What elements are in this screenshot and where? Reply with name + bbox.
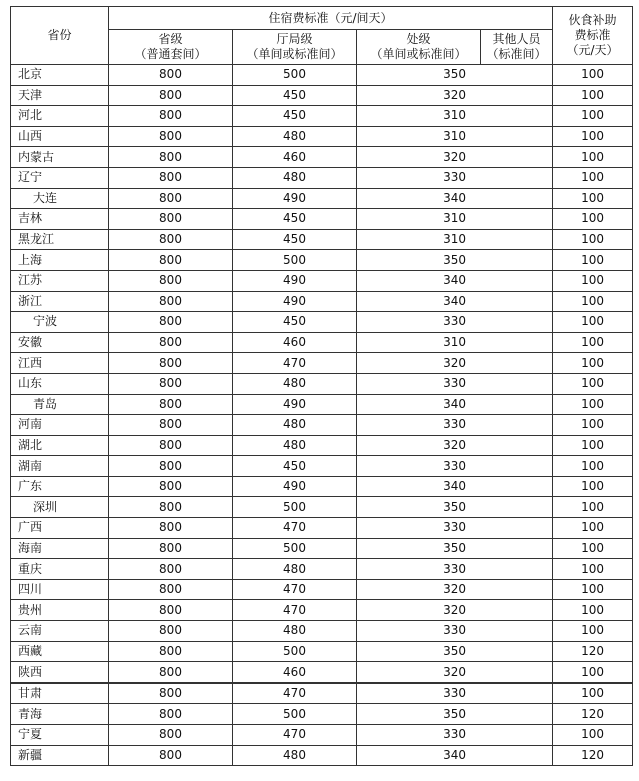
province-cell: 北京 xyxy=(11,65,109,86)
level-title: 其他人员 xyxy=(492,32,541,46)
bureau-value: 450 xyxy=(233,312,357,333)
meal-value: 100 xyxy=(553,415,633,436)
division-value: 350 xyxy=(357,65,553,86)
province-cell: 贵州 xyxy=(11,600,109,621)
table-row xyxy=(11,621,633,642)
bureau-value: 490 xyxy=(233,188,357,209)
level-title: 省级 xyxy=(158,32,183,46)
table-row xyxy=(11,476,633,497)
bureau-value: 470 xyxy=(233,353,357,374)
bureau-value: 500 xyxy=(233,704,357,725)
meal-value: 100 xyxy=(553,85,633,106)
table-row xyxy=(11,209,633,230)
provincial-value: 800 xyxy=(109,126,233,147)
province-cell: 云南 xyxy=(11,621,109,642)
province-cell: 山西 xyxy=(11,126,109,147)
division-level-header xyxy=(357,30,481,65)
bureau-value: 450 xyxy=(233,85,357,106)
table-row xyxy=(11,415,633,436)
province-cell: 宁波 xyxy=(11,312,109,333)
bureau-value: 500 xyxy=(233,65,357,86)
provincial-value: 800 xyxy=(109,704,233,725)
meal-value: 100 xyxy=(553,147,633,168)
meal-value: 100 xyxy=(553,579,633,600)
province-cell: 上海 xyxy=(11,250,109,271)
provincial-value: 800 xyxy=(109,579,233,600)
table-row xyxy=(11,600,633,621)
bureau-value: 490 xyxy=(233,394,357,415)
meal-value: 100 xyxy=(553,126,633,147)
provincial-value: 800 xyxy=(109,106,233,127)
level-subtitle: （单间或标准间） xyxy=(246,47,343,61)
table-row xyxy=(11,167,633,188)
table-row xyxy=(11,270,633,291)
province-cell: 江西 xyxy=(11,353,109,374)
table-row xyxy=(11,435,633,456)
provincial-value: 800 xyxy=(109,683,233,704)
bureau-value: 470 xyxy=(233,579,357,600)
meal-value: 100 xyxy=(553,394,633,415)
meal-header-line-1: 伙食补助 xyxy=(568,13,617,27)
meal-value: 100 xyxy=(553,167,633,188)
table-row xyxy=(11,518,633,539)
bureau-value: 460 xyxy=(233,147,357,168)
provincial-value: 800 xyxy=(109,394,233,415)
province-cell: 广西 xyxy=(11,518,109,539)
lodging-standard-table xyxy=(10,6,633,766)
province-cell: 山东 xyxy=(11,373,109,394)
division-value: 320 xyxy=(357,579,553,600)
table-row xyxy=(11,394,633,415)
division-value: 330 xyxy=(357,312,553,333)
table-row xyxy=(11,106,633,127)
provincial-value: 800 xyxy=(109,456,233,477)
bureau-value: 450 xyxy=(233,106,357,127)
division-value: 350 xyxy=(357,250,553,271)
province-cell: 青岛 xyxy=(11,394,109,415)
bureau-value: 480 xyxy=(233,167,357,188)
provincial-value: 800 xyxy=(109,373,233,394)
meal-value: 100 xyxy=(553,559,633,580)
meal-value: 100 xyxy=(553,65,633,86)
bureau-value: 490 xyxy=(233,291,357,312)
meal-value: 100 xyxy=(553,209,633,230)
meal-value: 100 xyxy=(553,456,633,477)
bureau-value: 480 xyxy=(233,415,357,436)
meal-value: 100 xyxy=(553,229,633,250)
table-header xyxy=(11,7,633,65)
meal-value: 100 xyxy=(553,683,633,704)
provincial-value: 800 xyxy=(109,312,233,333)
table-row xyxy=(11,353,633,374)
provincial-value: 800 xyxy=(109,250,233,271)
provincial-value: 800 xyxy=(109,415,233,436)
division-value: 320 xyxy=(357,353,553,374)
division-value: 350 xyxy=(357,704,553,725)
division-value: 340 xyxy=(357,291,553,312)
provincial-value: 800 xyxy=(109,725,233,746)
province-cell: 江苏 xyxy=(11,270,109,291)
provincial-value: 800 xyxy=(109,641,233,662)
province-cell: 海南 xyxy=(11,538,109,559)
province-cell: 浙江 xyxy=(11,291,109,312)
level-title: 厅局级 xyxy=(276,32,313,46)
division-value: 330 xyxy=(357,167,553,188)
province-cell: 河南 xyxy=(11,415,109,436)
provincial-value: 800 xyxy=(109,147,233,168)
provincial-value: 800 xyxy=(109,291,233,312)
province-cell: 新疆 xyxy=(11,745,109,766)
provincial-value: 800 xyxy=(109,435,233,456)
table-row xyxy=(11,65,633,86)
division-value: 330 xyxy=(357,725,553,746)
lodging-standard-header: 住宿费标准（元/间天） xyxy=(109,7,553,30)
table-row xyxy=(11,579,633,600)
level-subtitle: （单间或标准间） xyxy=(370,47,467,61)
table-row xyxy=(11,683,633,704)
province-cell: 甘肃 xyxy=(11,683,109,704)
table-row xyxy=(11,126,633,147)
meal-value: 100 xyxy=(553,600,633,621)
division-value: 310 xyxy=(357,209,553,230)
provincial-value: 800 xyxy=(109,209,233,230)
meal-value: 100 xyxy=(553,476,633,497)
meal-value: 100 xyxy=(553,662,633,683)
division-value: 310 xyxy=(357,229,553,250)
level-subtitle: （标准间） xyxy=(486,47,547,61)
meal-value: 100 xyxy=(553,188,633,209)
provincial-value: 800 xyxy=(109,600,233,621)
division-value: 320 xyxy=(357,600,553,621)
other-staff-header xyxy=(481,30,553,65)
table-row xyxy=(11,147,633,168)
division-value: 330 xyxy=(357,683,553,704)
province-cell: 安徽 xyxy=(11,332,109,353)
province-cell: 广东 xyxy=(11,476,109,497)
table-row xyxy=(11,662,633,683)
meal-value: 100 xyxy=(553,538,633,559)
table-row xyxy=(11,373,633,394)
bureau-value: 450 xyxy=(233,456,357,477)
meal-header-line-3: （元/天） xyxy=(566,43,619,57)
bureau-value: 460 xyxy=(233,662,357,683)
meal-value: 100 xyxy=(553,270,633,291)
provincial-value: 800 xyxy=(109,497,233,518)
province-cell: 西藏 xyxy=(11,641,109,662)
bureau-value: 480 xyxy=(233,373,357,394)
bureau-value: 470 xyxy=(233,725,357,746)
province-cell: 黑龙江 xyxy=(11,229,109,250)
division-value: 350 xyxy=(357,538,553,559)
table-row xyxy=(11,250,633,271)
meal-value: 100 xyxy=(553,332,633,353)
province-cell: 深圳 xyxy=(11,497,109,518)
division-value: 320 xyxy=(357,662,553,683)
table-row xyxy=(11,641,633,662)
division-value: 340 xyxy=(357,270,553,291)
province-cell: 陕西 xyxy=(11,662,109,683)
division-value: 330 xyxy=(357,559,553,580)
division-value: 340 xyxy=(357,745,553,766)
table-row xyxy=(11,85,633,106)
meal-value: 100 xyxy=(553,518,633,539)
table-row xyxy=(11,332,633,353)
provincial-value: 800 xyxy=(109,538,233,559)
meal-value: 100 xyxy=(553,497,633,518)
bureau-value: 500 xyxy=(233,250,357,271)
level-subtitle: （普通套间） xyxy=(134,47,207,61)
provincial-value: 800 xyxy=(109,745,233,766)
meal-value: 100 xyxy=(553,373,633,394)
provincial-value: 800 xyxy=(109,621,233,642)
table-row xyxy=(11,725,633,746)
meal-value: 100 xyxy=(553,435,633,456)
provincial-value: 800 xyxy=(109,167,233,188)
division-value: 340 xyxy=(357,476,553,497)
division-value: 320 xyxy=(357,435,553,456)
meal-value: 120 xyxy=(553,704,633,725)
division-value: 330 xyxy=(357,518,553,539)
province-cell: 湖南 xyxy=(11,456,109,477)
province-cell: 吉林 xyxy=(11,209,109,230)
division-value: 330 xyxy=(357,415,553,436)
division-value: 310 xyxy=(357,332,553,353)
table-row xyxy=(11,291,633,312)
table-row xyxy=(11,188,633,209)
bureau-value: 460 xyxy=(233,332,357,353)
provincial-value: 800 xyxy=(109,518,233,539)
table-row xyxy=(11,745,633,766)
provincial-value: 800 xyxy=(109,270,233,291)
meal-value: 100 xyxy=(553,621,633,642)
bureau-value: 450 xyxy=(233,229,357,250)
bureau-value: 480 xyxy=(233,621,357,642)
provincial-value: 800 xyxy=(109,65,233,86)
meal-allowance-header xyxy=(553,7,633,65)
division-value: 310 xyxy=(357,106,553,127)
bureau-level-header xyxy=(233,30,357,65)
table-body xyxy=(11,65,633,766)
provincial-level-header xyxy=(109,30,233,65)
bureau-value: 500 xyxy=(233,497,357,518)
bureau-value: 470 xyxy=(233,600,357,621)
provincial-value: 800 xyxy=(109,476,233,497)
province-cell: 青海 xyxy=(11,704,109,725)
province-cell: 辽宁 xyxy=(11,167,109,188)
level-title: 处级 xyxy=(406,32,431,46)
division-value: 330 xyxy=(357,373,553,394)
provincial-value: 800 xyxy=(109,662,233,683)
bureau-value: 450 xyxy=(233,209,357,230)
division-value: 350 xyxy=(357,497,553,518)
table-row xyxy=(11,538,633,559)
table-row xyxy=(11,559,633,580)
table-row xyxy=(11,497,633,518)
province-cell: 大连 xyxy=(11,188,109,209)
bureau-value: 490 xyxy=(233,270,357,291)
meal-header-line-2: 费标准 xyxy=(574,28,611,42)
division-value: 310 xyxy=(357,126,553,147)
provincial-value: 800 xyxy=(109,559,233,580)
bureau-value: 490 xyxy=(233,476,357,497)
bureau-value: 500 xyxy=(233,641,357,662)
division-value: 340 xyxy=(357,394,553,415)
meal-value: 120 xyxy=(553,641,633,662)
provincial-value: 800 xyxy=(109,229,233,250)
provincial-value: 800 xyxy=(109,188,233,209)
division-value: 340 xyxy=(357,188,553,209)
province-cell: 河北 xyxy=(11,106,109,127)
division-value: 320 xyxy=(357,147,553,168)
province-cell: 四川 xyxy=(11,579,109,600)
table-row xyxy=(11,229,633,250)
bureau-value: 470 xyxy=(233,518,357,539)
meal-value: 100 xyxy=(553,291,633,312)
bureau-value: 500 xyxy=(233,538,357,559)
meal-value: 100 xyxy=(553,725,633,746)
table-row xyxy=(11,704,633,725)
province-cell: 重庆 xyxy=(11,559,109,580)
province-cell: 内蒙古 xyxy=(11,147,109,168)
meal-value: 100 xyxy=(553,250,633,271)
province-cell: 湖北 xyxy=(11,435,109,456)
bureau-value: 480 xyxy=(233,745,357,766)
bureau-value: 480 xyxy=(233,126,357,147)
meal-value: 100 xyxy=(553,353,633,374)
division-value: 330 xyxy=(357,456,553,477)
division-value: 330 xyxy=(357,621,553,642)
division-value: 320 xyxy=(357,85,553,106)
table-row xyxy=(11,456,633,477)
division-value: 350 xyxy=(357,641,553,662)
provincial-value: 800 xyxy=(109,85,233,106)
province-cell: 宁夏 xyxy=(11,725,109,746)
province-cell: 天津 xyxy=(11,85,109,106)
provincial-value: 800 xyxy=(109,332,233,353)
province-header: 省份 xyxy=(11,7,109,65)
provincial-value: 800 xyxy=(109,353,233,374)
bureau-value: 470 xyxy=(233,683,357,704)
meal-value: 120 xyxy=(553,745,633,766)
bureau-value: 480 xyxy=(233,559,357,580)
table-row xyxy=(11,312,633,333)
bureau-value: 480 xyxy=(233,435,357,456)
meal-value: 100 xyxy=(553,312,633,333)
meal-value: 100 xyxy=(553,106,633,127)
